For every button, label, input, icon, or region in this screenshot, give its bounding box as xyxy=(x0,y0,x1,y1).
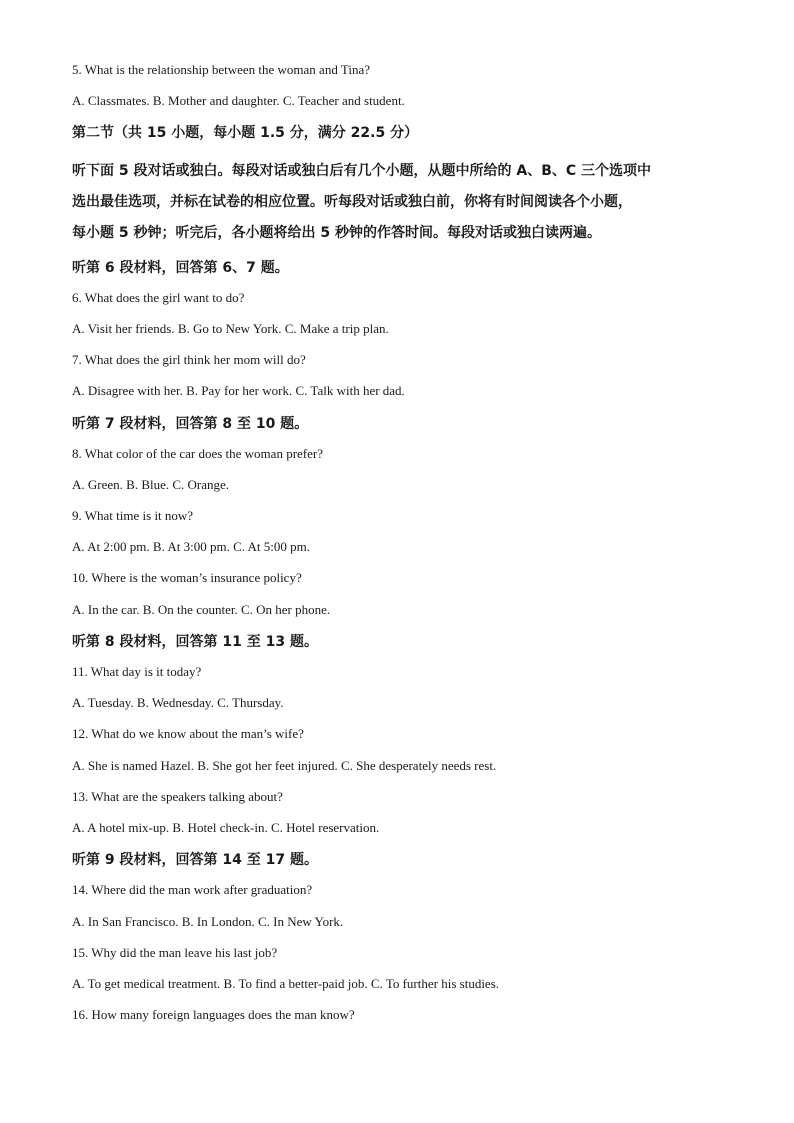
question-12-options: A. She is named Hazel. B. She got her feet injured. C. She desperately needs rest. xyxy=(72,757,497,773)
question-5: 5. What is the relationship between the woman and Tina? xyxy=(72,62,370,77)
question-14-options: A. In San Francisco. B. In London. C. In New York. xyxy=(72,913,344,929)
part-7-heading: 听第 7 段材料，回答第 8 至 10 题。 xyxy=(72,415,309,432)
question-8: 8. What color of the car does the woman prefer? xyxy=(72,445,323,461)
question-13-options: A. A hotel mix-up. B. Hotel check-in. C. Hotel reservation. xyxy=(72,819,380,835)
section-2-heading: 第二节（共 15 小题，每小题 1.5 分，满分 22.5 分） xyxy=(72,125,419,142)
question-9: 9. What time is it now? xyxy=(72,508,194,524)
section-2-instructions-line-3: 每小题 5 秒钟；听完后，各小题将给出 5 秒钟的作答时间。每段对话或独白读两遍。 xyxy=(72,224,601,241)
part-9-heading: 听第 9 段材料，回答第 14 至 17 题。 xyxy=(72,852,318,869)
question-12: 12. What do we know about the man’s wife? xyxy=(72,726,304,742)
question-14: 14. Where did the man work after graduation? xyxy=(72,882,313,898)
question-15-options: A. To get medical treatment. B. To find a better-paid job. C. To further his studies. xyxy=(72,975,500,991)
question-13: 13. What are the speakers talking about? xyxy=(72,788,283,804)
part-6-heading: 听第 6 段材料，回答第 6、7 题。 xyxy=(72,259,289,276)
question-6: 6. What does the girl want to do? xyxy=(72,289,245,305)
question-8-options: A. Green. B. Blue. C. Orange. xyxy=(72,476,230,492)
question-6-options: A. Visit her friends. B. Go to New York. C. Make a trip plan. xyxy=(72,320,389,336)
question-10: 10. Where is the woman’s insurance policy? xyxy=(72,570,302,586)
question-5-options: A. Classmates. B. Mother and daughter. C. Teacher and student. xyxy=(72,93,405,109)
section-2-instructions-line-2: 选出最佳选项，并标在试卷的相应位置。听每段对话或独白前，你将有时间阅读各个小题， xyxy=(72,193,632,210)
question-15: 15. Why did the man leave his last job? xyxy=(72,944,278,960)
question-16: 16. How many foreign languages does the man know? xyxy=(72,1007,355,1023)
exam-page xyxy=(72,62,732,1038)
section-2-instructions-line-1: 听下面 5 段对话或独白。每段对话或独白后有几个小题，从题中所给的 A、B、C 三个选项中 xyxy=(72,162,652,179)
question-10-options: A. In the car. B. On the counter. C. On her phone. xyxy=(72,601,331,617)
question-7-options: A. Disagree with her. B. Pay for her work. C. Talk with her dad. xyxy=(72,383,405,399)
question-9-options: A. At 2:00 pm. B. At 3:00 pm. C. At 5:00 pm. xyxy=(72,539,310,555)
question-11-options: A. Tuesday. B. Wednesday. C. Thursday. xyxy=(72,695,284,711)
question-7: 7. What does the girl think her mom will do? xyxy=(72,352,306,368)
question-11: 11. What day is it today? xyxy=(72,664,202,679)
part-8-heading: 听第 8 段材料，回答第 11 至 13 题。 xyxy=(72,633,318,650)
